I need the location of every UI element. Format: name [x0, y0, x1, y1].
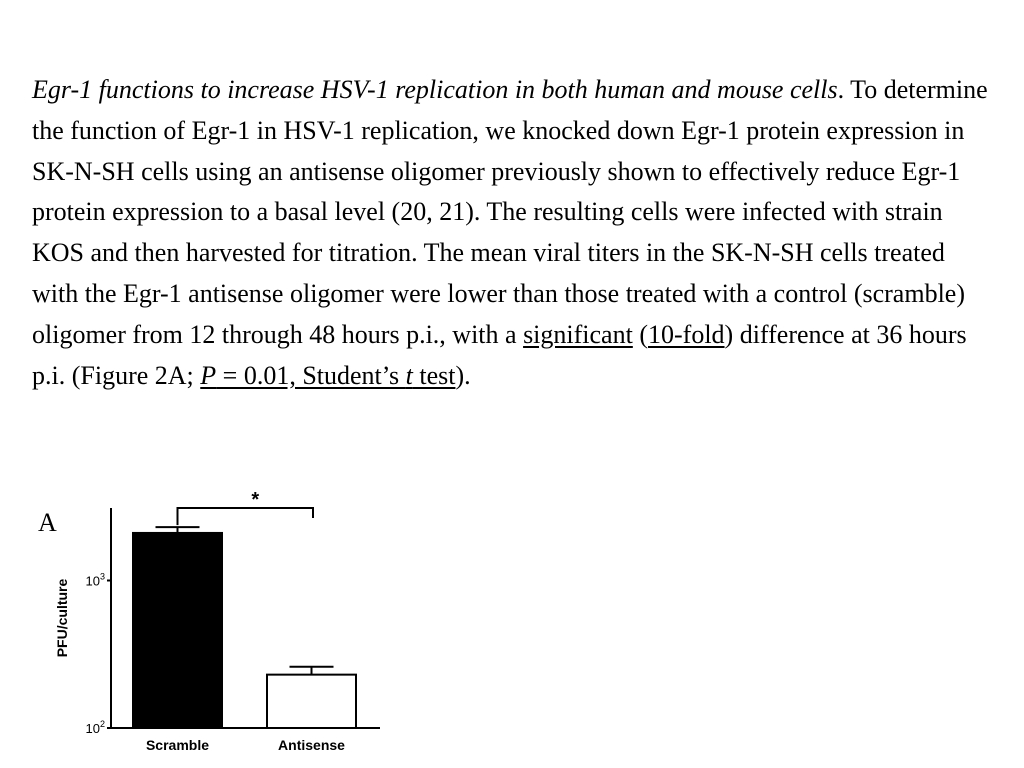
closing-punct: ). [455, 360, 471, 390]
y-tick-label: $10^2$ [85, 719, 105, 736]
paren-open: ( [632, 319, 648, 349]
x-tick-label: Antisense [278, 737, 345, 753]
fold-underlined: 10-fold [648, 319, 725, 349]
test-word: test [412, 360, 456, 390]
panel-label: A [38, 508, 57, 537]
bar-antisense [267, 675, 356, 728]
p-value-text: = 0.01, Student’s [216, 360, 406, 390]
y-axis-label: PFU/culture [54, 578, 70, 658]
intro-period: . [837, 75, 851, 104]
p-symbol: P [200, 360, 217, 390]
significance-star: * [251, 489, 260, 511]
body-text-part-a: To determine the function of Egr-1 in HSV-1 replication, we knocked down Egr-1 protein expression in SK-N-SH cells using an antisense oligomer previously shown to effectively reduce Egr-1 protein expression to a basal level (20, 21). The resulting cells were infected with strain KOS and then harvested for titration. The mean viral titers in the SK-N-SH cells treated with the Egr-1 antisense oligomer were lower than those treated with a control (scramble) oligomer from 12 through 48 hours p.i., with a [32, 75, 988, 349]
body-text-part-b: ) difference at 36 hours p.i. (Figure 2A; [32, 319, 967, 390]
y-tick-label: $10^3$ [85, 571, 105, 589]
intro-heading-italic: Egr-1 functions to increase HSV-1 replication in both human and mouse cells [32, 75, 838, 104]
t-symbol: t [405, 360, 413, 390]
x-tick-label: Scramble [145, 737, 210, 753]
bar-scramble [133, 533, 222, 728]
significance-bracket [178, 508, 314, 525]
significant-underlined: significant [523, 319, 633, 349]
